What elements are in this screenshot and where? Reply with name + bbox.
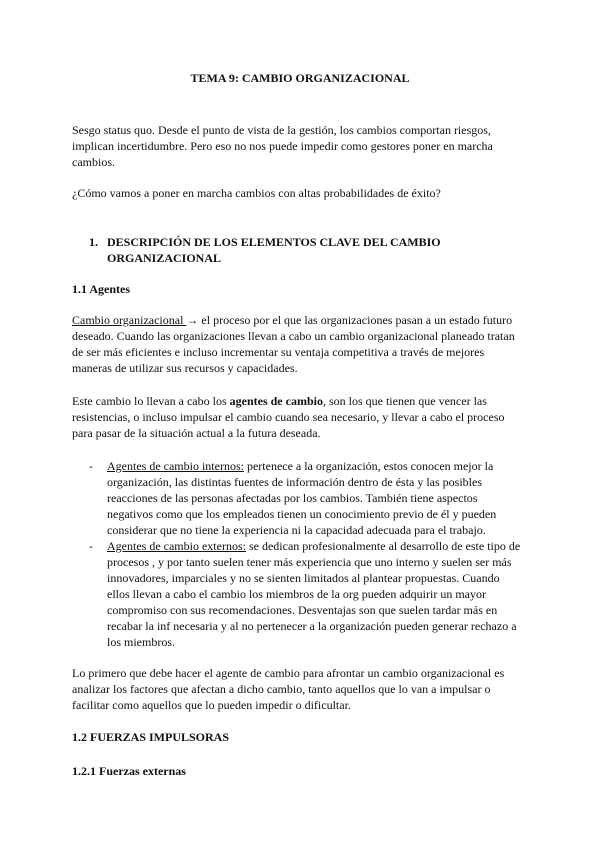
text-span: Este cambio lo llevan a cabo los bbox=[72, 394, 230, 408]
bullet-dash: - bbox=[89, 459, 93, 473]
paragraph-line: deseado. Cuando las organizaciones llevan a cabo un cambio organizacional planeado tratan bbox=[72, 329, 515, 343]
bullet-dash: - bbox=[89, 539, 93, 553]
bullet-line bbox=[107, 458, 532, 474]
text-span: se dedican profesionalmente al desarrollo de este tipo de bbox=[245, 539, 521, 553]
text-span: , son los que tienen que vencer las bbox=[322, 394, 487, 408]
subsection-heading: 1.1 Agentes bbox=[72, 282, 130, 296]
bold-term: agentes de cambio bbox=[229, 394, 323, 408]
paragraph-line: maneras de utilizar sus recursos y capacidades. bbox=[72, 361, 298, 375]
section-number: 1. bbox=[89, 235, 98, 249]
text-span: pertenece a la organización, estos conocen mejor la bbox=[243, 459, 494, 473]
term-underlined: Cambio organizacional bbox=[72, 313, 187, 327]
paragraph-line: analizar los factores que afectan a dicho cambio, tanto aquellos que lo van a impulsar o bbox=[72, 682, 491, 696]
bullet-line: negativos como que los empleados tienen un conocimiento previo de él y pueden bbox=[107, 507, 497, 521]
page-title: TEMA 9: CAMBIO ORGANIZACIONAL bbox=[190, 71, 410, 85]
subsection-heading: 1.2 FUERZAS IMPULSORAS bbox=[72, 730, 230, 744]
bullet-line bbox=[107, 538, 532, 554]
paragraph-line bbox=[72, 312, 532, 328]
bullet-line: reacciones de las personas afectadas por los cambios. También tiene aspectos bbox=[107, 491, 478, 505]
paragraph-line: para pasar de la situación actual a la futura deseada. bbox=[72, 426, 321, 440]
bullet-line: organización, las distintas fuentes de información dentro de ésta y las posibles bbox=[107, 475, 483, 489]
bullet-term: Agentes de cambio externos: bbox=[107, 539, 246, 553]
intro-question: ¿Cómo vamos a poner en marcha cambios con altas probabilidades de éxito? bbox=[72, 186, 441, 200]
section-heading: ORGANIZACIONAL bbox=[107, 251, 222, 265]
paragraph-line bbox=[72, 393, 532, 409]
bullet-line: ellos llevan a cabo el cambio los miembros de la org pueden adquirir un mayor bbox=[107, 587, 487, 601]
section-heading: DESCRIPCIÓN DE LOS ELEMENTOS CLAVE DEL CAMBIO bbox=[107, 235, 441, 249]
paragraph-line: Lo primero que debe hacer el agente de cambio para afrontar un cambio organizacional es bbox=[72, 666, 505, 680]
bullet-line: considerar que no tiene la experiencia ni la capacidad adecuada para el trabajo. bbox=[107, 523, 486, 537]
bullet-term: Agentes de cambio internos: bbox=[107, 459, 244, 473]
intro-line: Sesgo status quo. Desde el punto de vista de la gestión, los cambios comportan riesgos, bbox=[72, 123, 491, 137]
bullet-line: innovadores, imparciales y no se sienten limitados al plantear propuestas. Cuando bbox=[107, 571, 500, 585]
paragraph-line: resistencias, o incluso impulsar el cambio cuando sea necesario, y llevar a cabo el proceso bbox=[72, 410, 505, 424]
intro-line: implican incertidumbre. Pero eso no nos puede impedir como gestores poner en marcha bbox=[72, 139, 493, 153]
bullet-line: los miembros. bbox=[107, 635, 175, 649]
paragraph-line: de ser más eficientes e incluso incrementar su ventaja competitiva a través de mejores bbox=[72, 345, 485, 359]
bullet-line: recabar la inf necesaria y al no pertenecer a la organización pueden generar rechazo a bbox=[107, 619, 517, 633]
subsubsection-heading: 1.2.1 Fuerzas externas bbox=[72, 764, 186, 778]
paragraph-line: facilitar como aquellos que lo pueden impedir o dificultar. bbox=[72, 698, 351, 712]
arrow-text: → el proceso por el que las organizaciones pasan a un estado futuro bbox=[186, 313, 513, 327]
bullet-line: procesos , y por tanto suelen tener más experiencia que uno interno y suelen ser más bbox=[107, 555, 512, 569]
bullet-line: compromiso con sus recomendaciones. Desventajas son que suelen tardar más en bbox=[107, 603, 498, 617]
intro-line: cambios. bbox=[72, 155, 115, 169]
